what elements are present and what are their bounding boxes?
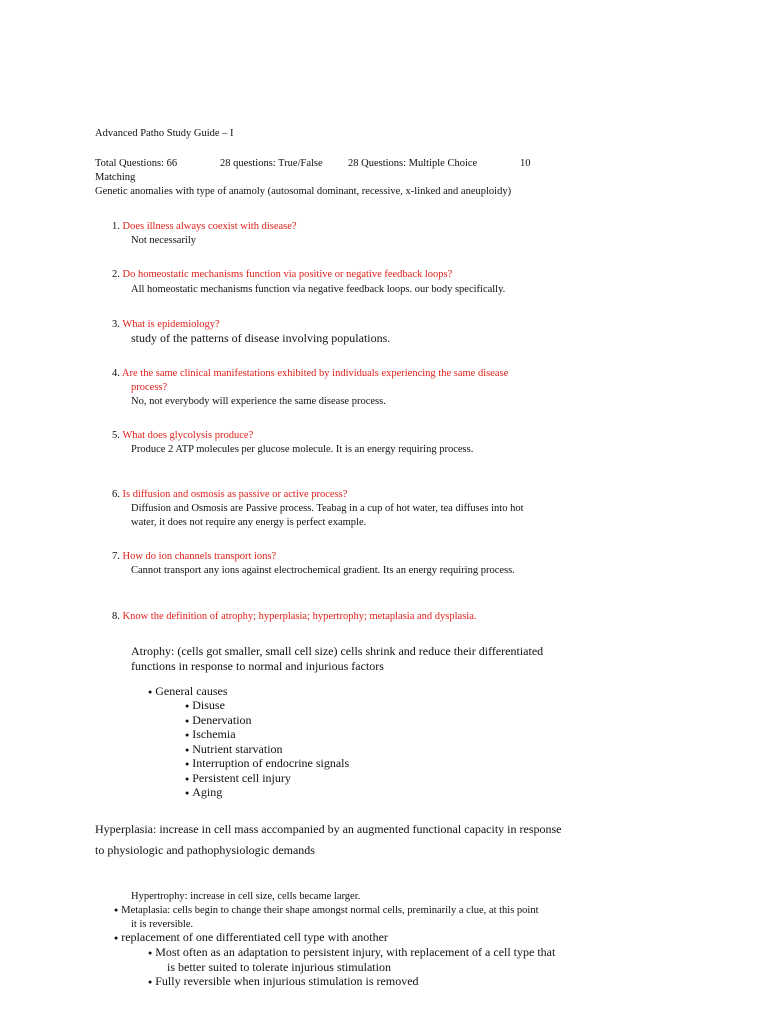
question-text: Know the definition of atrophy; hyperplasia; hypertrophy; metaplasia and dysplasia. <box>122 611 477 622</box>
true-false-count: 28 questions: True/False <box>220 158 323 169</box>
question-text: Do homeostatic mechanisms function via positive or negative feedback loops? <box>122 269 453 280</box>
cause-item: ● Interruption of endocrine signals <box>185 756 349 773</box>
answer-text-continued: water, it does not require any energy is perfect example. <box>131 517 367 528</box>
question-number: 2. <box>112 269 120 280</box>
question-item <box>112 550 276 564</box>
adaptation-item: ● Most often as an adaptation to persistent injury, with replacement of a cell type that <box>148 945 555 962</box>
matching-label: Matching <box>95 172 136 183</box>
multiple-choice-count: 28 Questions: Multiple Choice <box>348 158 478 169</box>
question-item <box>112 610 477 624</box>
total-questions: Total Questions: 66 <box>95 158 178 169</box>
general-causes-heading: ● General causes <box>148 684 228 701</box>
question-text: Does illness always coexist with disease? <box>122 221 297 232</box>
question-item <box>112 488 347 502</box>
answer-text: Cannot transport any ions against electrochemical gradient. Its an energy requiring process. <box>131 565 515 576</box>
atrophy-definition: Atrophy: (cells got smaller, small cell size) cells shrink and reduce their differentiated <box>131 644 544 658</box>
question-item <box>112 268 452 282</box>
question-item <box>112 429 253 443</box>
question-number: 7. <box>112 551 120 562</box>
atrophy-definition-continued: functions in response to normal and injurious factors <box>131 659 384 673</box>
cause-item: ● Ischemia <box>185 727 236 744</box>
cause-item: ● Disuse <box>185 698 225 715</box>
question-number: 8. <box>112 611 120 622</box>
question-text: What does glycolysis produce? <box>122 430 254 441</box>
question-number: 4. <box>112 368 120 379</box>
question-text: Are the same clinical manifestations exhibited by individuals experiencing the same disease <box>121 368 509 379</box>
metaplasia-definition-continued: it is reversible. <box>131 919 194 930</box>
genetics-note: Genetic anomalies with type of anamoly (autosomal dominant, recessive, x-linked and aneuploidy) <box>95 186 512 197</box>
question-item <box>112 220 297 234</box>
answer-text: All homeostatic mechanisms function via negative feedback loops. our body specifically. <box>131 284 506 295</box>
question-number: 3. <box>112 319 120 330</box>
question-text: What is epidemiology? <box>122 319 220 330</box>
cause-item: ● Aging <box>185 785 222 802</box>
question-number: 5. <box>112 430 120 441</box>
question-item <box>112 367 508 381</box>
question-text-continued: process? <box>131 382 168 393</box>
question-number: 6. <box>112 489 120 500</box>
question-number: 1. <box>112 221 120 232</box>
hypertrophy-definition: Hypertrophy: increase in cell size, cells became larger. <box>131 891 361 902</box>
question-text: Is diffusion and osmosis as passive or active process? <box>122 489 348 500</box>
answer-text: Diffusion and Osmosis are Passive process. Teabag in a cup of hot water, tea diffuses into hot <box>131 503 524 514</box>
question-item <box>112 318 220 332</box>
answer-text: Produce 2 ATP molecules per glucose molecule. It is an energy requiring process. <box>131 444 474 455</box>
replacement-item: ● replacement of one differentiated cell type with another <box>114 930 388 947</box>
answer-text: Not necessarily <box>131 235 197 246</box>
question-text: How do ion channels transport ions? <box>122 551 277 562</box>
hyperplasia-definition: Hyperplasia: increase in cell mass accompanied by an augmented functional capacity in response <box>95 822 562 836</box>
hyperplasia-definition-continued: to physiologic and pathophysiologic demands <box>95 843 315 857</box>
answer-text: No, not everybody will experience the same disease process. <box>131 396 386 407</box>
cause-item: ● Denervation <box>185 713 252 730</box>
doc-title: Advanced Patho Study Guide – I <box>95 128 234 139</box>
matching-count: 10 <box>520 158 531 169</box>
reversible-item: ● Fully reversible when injurious stimulation is removed <box>148 974 419 991</box>
metaplasia-definition: ● Metaplasia: cells begin to change their shape amongst normal cells, preminarily a clue, at this point <box>114 904 539 918</box>
adaptation-item-continued: is better suited to tolerate injurious stimulation <box>167 960 391 974</box>
cause-item: ● Nutrient starvation <box>185 742 283 759</box>
answer-text: study of the patterns of disease involving populations. <box>131 331 391 345</box>
cause-item: ● Persistent cell injury <box>185 771 291 788</box>
